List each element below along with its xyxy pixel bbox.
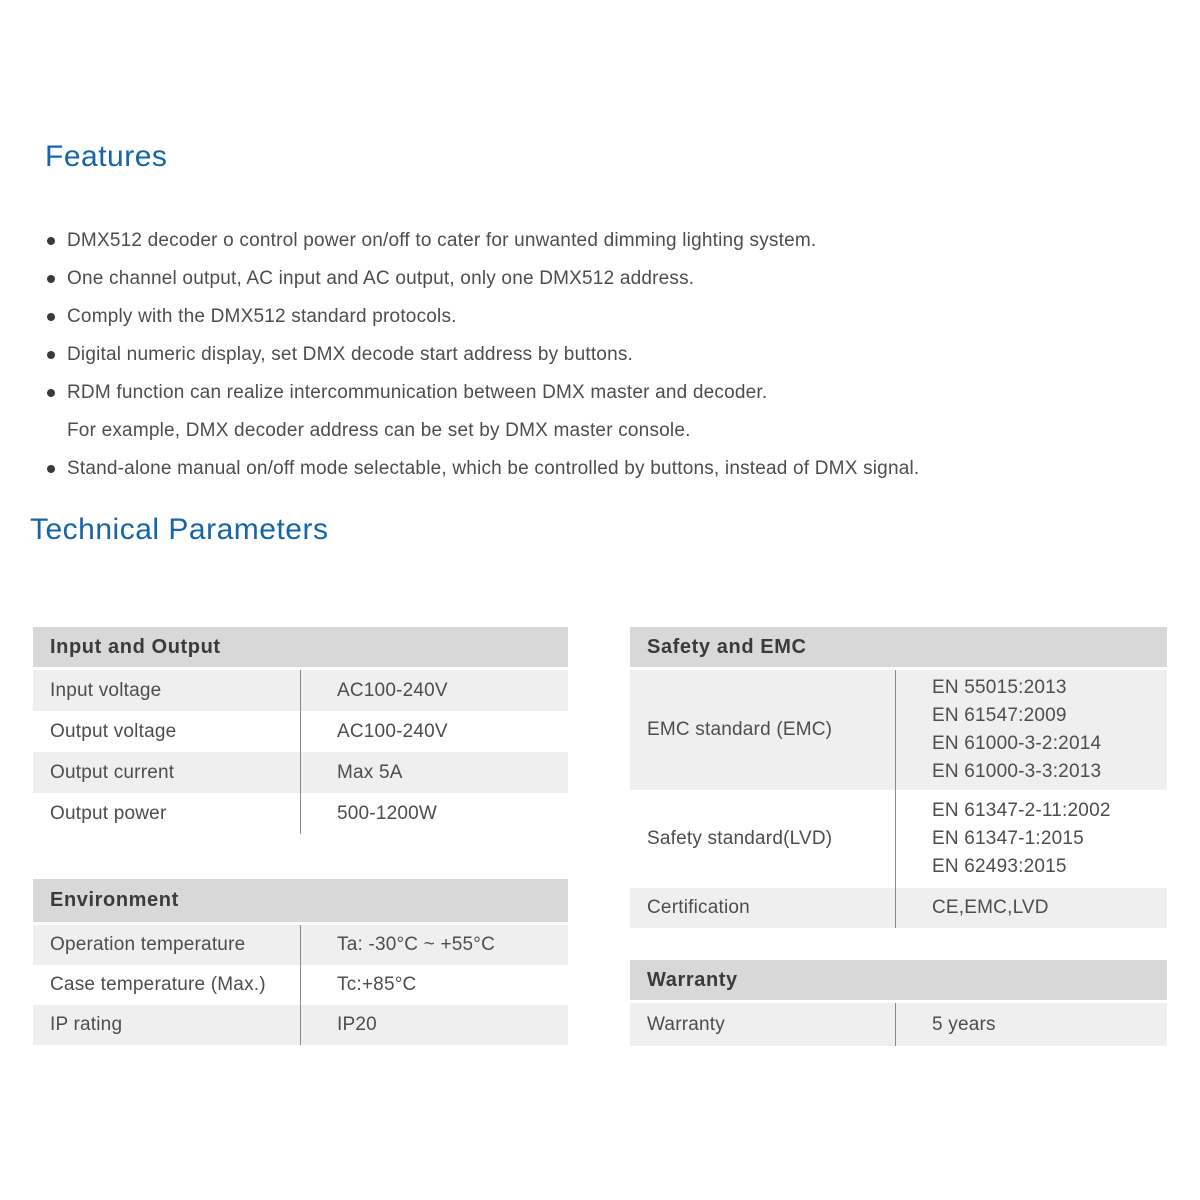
spec-value-line: EN 61000-3-3:2013 [932, 761, 1102, 782]
spec-value: Max 5A [337, 761, 403, 783]
feature-text: Digital numeric display, set DMX decode start address by buttons. [67, 344, 634, 365]
table-title: Safety and EMC [630, 627, 1167, 667]
spec-value: IP20 [337, 1014, 377, 1035]
spec-value: Ta: -30°C ~ +55°C [337, 934, 496, 955]
spec-label: Case temperature (Max.) [50, 974, 266, 995]
spec-value: AC100-240V [337, 679, 448, 701]
spec-value-line: EN 61000-3-2:2014 [932, 733, 1102, 754]
spec-label: Warranty [647, 1013, 725, 1035]
feature-text: One channel output, AC input and AC output, only one DMX512 address. [67, 268, 695, 289]
table-body [33, 670, 568, 834]
feature-item [47, 260, 1147, 298]
bullet-icon [47, 389, 55, 397]
table-row [630, 888, 1167, 928]
spec-label: Input voltage [50, 679, 162, 701]
spec-value-line: EN 55015:2013 [932, 677, 1067, 698]
feature-text: Comply with the DMX512 standard protocols. [67, 306, 457, 327]
feature-text: DMX512 decoder o control power on/off to cater for unwanted dimming lighting system. [67, 230, 817, 251]
table-body [630, 1003, 1167, 1046]
table-title: Environment [33, 879, 568, 922]
feature-item [47, 222, 1147, 260]
feature-text: RDM function can realize intercommunication between DMX master and decoder. [67, 382, 768, 403]
table-row [630, 1003, 1167, 1046]
spec-label: IP rating [50, 1014, 123, 1035]
bullet-icon [47, 313, 55, 321]
feature-item [47, 374, 1147, 450]
spec-label: Output current [50, 761, 175, 783]
column-divider [300, 925, 301, 1045]
features-heading: Features [45, 140, 168, 173]
spec-value: CE,EMC,LVD [932, 897, 1049, 918]
spec-value-line: EN 61547:2009 [932, 705, 1067, 726]
spec-label: Operation temperature [50, 934, 246, 955]
bullet-icon [47, 275, 55, 283]
table-row [630, 790, 1167, 888]
column-divider [895, 1003, 896, 1046]
spec-value: Tc:+85°C [337, 974, 417, 995]
table-body [630, 670, 1167, 928]
feature-item [47, 336, 1147, 374]
spec-value-line: EN 62493:2015 [932, 856, 1067, 877]
spec-value: 5 years [932, 1013, 996, 1035]
bullet-icon [47, 237, 55, 245]
features-list [47, 222, 1147, 488]
technical-parameters-heading: Technical Parameters [30, 513, 329, 546]
table-row [630, 670, 1167, 790]
table-title: Input and Output [33, 627, 568, 667]
spec-value: 500-1200W [337, 802, 438, 824]
bullet-icon [47, 465, 55, 473]
spec-label: Certification [647, 897, 750, 918]
bullet-icon [47, 351, 55, 359]
spec-label: EMC standard (EMC) [647, 719, 833, 740]
column-divider [895, 670, 896, 928]
spec-value-line: EN 61347-1:2015 [932, 828, 1084, 849]
input-output-table [33, 627, 568, 834]
spec-value: AC100-240V [337, 720, 448, 742]
column-divider [300, 670, 301, 834]
environment-table [33, 879, 568, 1045]
feature-text-continuation: For example, DMX decoder address can be set by DMX master console. [67, 420, 691, 441]
feature-item [47, 298, 1147, 336]
table-title: Warranty [630, 960, 1167, 1000]
feature-text: Stand-alone manual on/off mode selectable, which be controlled by buttons, instead of DMX signal. [67, 458, 920, 479]
spec-value [895, 797, 1111, 881]
spec-label: Safety standard(LVD) [647, 828, 833, 849]
table-body [33, 925, 568, 1045]
spec-value [895, 674, 1101, 786]
feature-item [47, 450, 1147, 488]
spec-label: Output power [50, 802, 167, 824]
spec-label: Output voltage [50, 720, 177, 742]
spec-value-line: EN 61347-2-11:2002 [932, 800, 1111, 821]
safety-emc-table [630, 627, 1167, 928]
warranty-table [630, 960, 1167, 1046]
